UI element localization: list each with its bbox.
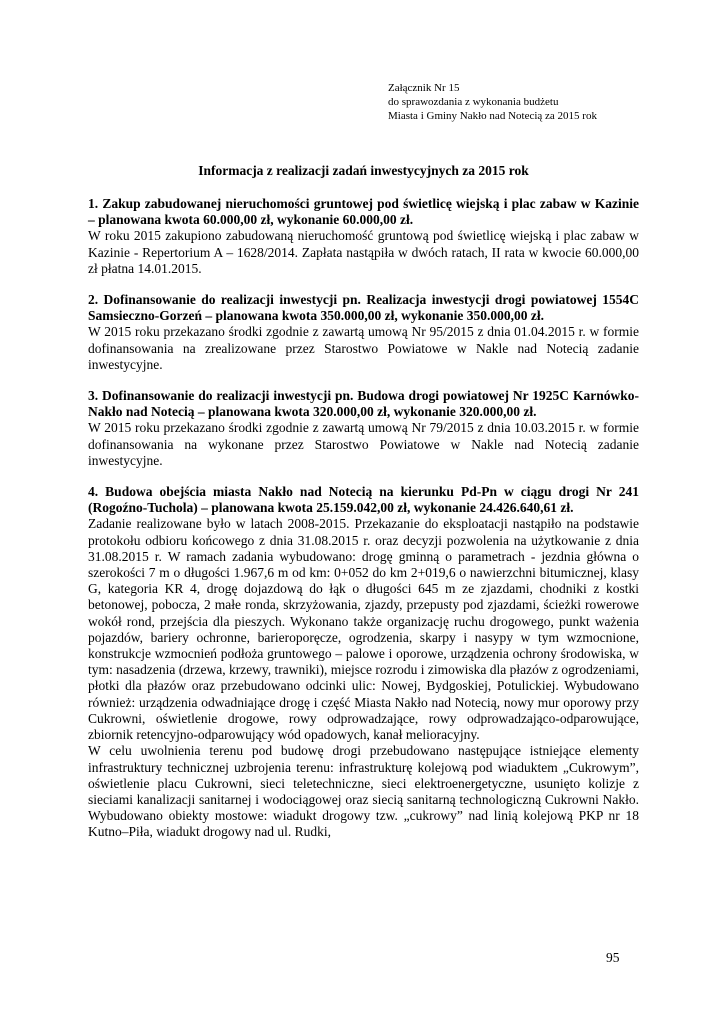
section-text-continued: W celu uwolnienia terenu pod budowę drogi przebudowano następujące istniejące elementy infrastruktury technicznej uzbrojenia terenu: infrastrukturę kolejową pod wiaduktem „Cukrowym”, oświetlenie placu Cukrowni, sieci teletechniczne, sieci elektroenergetyczne, usunięto kolizje z sieciami kanalizacji sanitarnej i wodociągowej oraz siecią sanitarną technologiczną Cukrowni Nakło. Wybudowano obiekty mostowe: wiadukt drogowy tzw. „cukrowy” nad linią kolejową PKP nr 18 Kutno–Piła, wiadukt drogowy nad ul. Rudki, bbox=[88, 743, 639, 840]
section-title: 2. Dofinansowanie do realizacji inwestycji pn. Realizacja inwestycji drogi powiatowej 1554C Samsieczno-Gorzeń – planowana kwota 350.000,00 zł, wykonanie 350.000,00 zł. bbox=[88, 292, 639, 324]
section-2 bbox=[88, 292, 639, 373]
section-text: W 2015 roku przekazano środki zgodnie z zawartą umową Nr 95/2015 z dnia 01.04.2015 r. w formie dofinansowania na zrealizowane przez Starostwo Powiatowe w Nakle nad Notecią zadanie inwestycyjne. bbox=[88, 324, 639, 372]
annex-line-3: Miasta i Gminy Nakło nad Notecią za 2015 rok bbox=[388, 110, 597, 122]
section-text: Zadanie realizowane było w latach 2008-2015. Przekazanie do eksploatacji nastąpiło na podstawie protokołu odbioru końcowego z dnia 31.08.2015 r. oraz decyzji pozwolenia na użytkowanie z dnia 31.08.2015 r. W ramach zadania wybudowano: drogę gminną o parametrach - jezdnia główna o szerokości 7 m o długości 1.967,6 m od km: 0+052 do km 2+019,6 o nawierzchni bitumicznej, klasy G, kategoria KR 4, drogę dojazdową do łąk o długości 645 m ze zjazdami, chodniki z kostki betonowej, pobocza, 2 małe ronda, skrzyżowania, zjazdy, przepusty pod zjazdami, ścieżki rowerowe wokół rond, przejścia dla pieszych. Wykonano także organizację ruchu drogowego, punkt ważenia pojazdów, bariery ochronne, barieroporęcze, ogrodzenia, skarpy i nasypy w tym wzmocnione, konstrukcje wzmocnień podłoża gruntowego – palowe i oporowe, urządzenia ochrony środowiska, w tym: nasadzenia (drzewa, krzewy, trawniki), miejsce rozrodu i zimowiska dla płazów z ogrodzeniami, płotki dla płazów oraz przebudowano odcinki ulic: Nowej, Bydgoskiej, Potulickiej. Wybudowano również: urządzenia odwadniające drogę i część Miasta Nakło nad Notecią, nowy mur oporowy przy Cukrowni, oświetlenie drogowe, rowy odprowadzające, rowy odprowadzająco-odparowujące, zbiornik retencyjno-odparowujący wód opadowych, kanał melioracyjny. bbox=[88, 516, 639, 743]
document-body bbox=[88, 196, 639, 856]
annex-line-1: Załącznik Nr 15 bbox=[388, 82, 460, 94]
annex-header bbox=[388, 81, 597, 123]
section-title: 4. Budowa obejścia miasta Nakło nad Notecią na kierunku Pd-Pn w ciągu drogi Nr 241 (Rogoźno-Tuchola) – planowana kwota 25.159.042,00 zł, wykonanie 24.426.640,61 zł. bbox=[88, 484, 639, 516]
section-1 bbox=[88, 196, 639, 277]
section-text: W roku 2015 zakupiono zabudowaną nieruchomość gruntową pod świetlicę wiejską i plac zabaw w Kazinie - Repertorium A – 1628/2014. Zapłata nastąpiła w dwóch ratach, II rata w kwocie 60.000,00 zł płatna 14.01.2015. bbox=[88, 228, 639, 276]
annex-line-2: do sprawozdania z wykonania budżetu bbox=[388, 96, 559, 108]
section-text: W 2015 roku przekazano środki zgodnie z zawartą umową Nr 79/2015 z dnia 10.03.2015 r. w formie dofinansowania na wykonane przez Starostwo Powiatowe w Nakle nad Notecią zadanie inwestycyjne. bbox=[88, 420, 639, 468]
section-4 bbox=[88, 484, 639, 840]
section-3 bbox=[88, 388, 639, 469]
section-title: 3. Dofinansowanie do realizacji inwestycji pn. Budowa drogi powiatowej Nr 1925C Karnówko-Nakło nad Notecią – planowana kwota 320.000,00 zł, wykonanie 320.000,00 zł. bbox=[88, 388, 639, 420]
document-title: Informacja z realizacji zadań inwestycyjnych za 2015 rok bbox=[198, 163, 529, 178]
section-title: 1. Zakup zabudowanej nieruchomości gruntowej pod świetlicę wiejską i plac zabaw w Kazinie – planowana kwota 60.000,00 zł, wykonanie 60.000,00 zł. bbox=[88, 196, 639, 228]
page-number: 95 bbox=[606, 950, 620, 965]
